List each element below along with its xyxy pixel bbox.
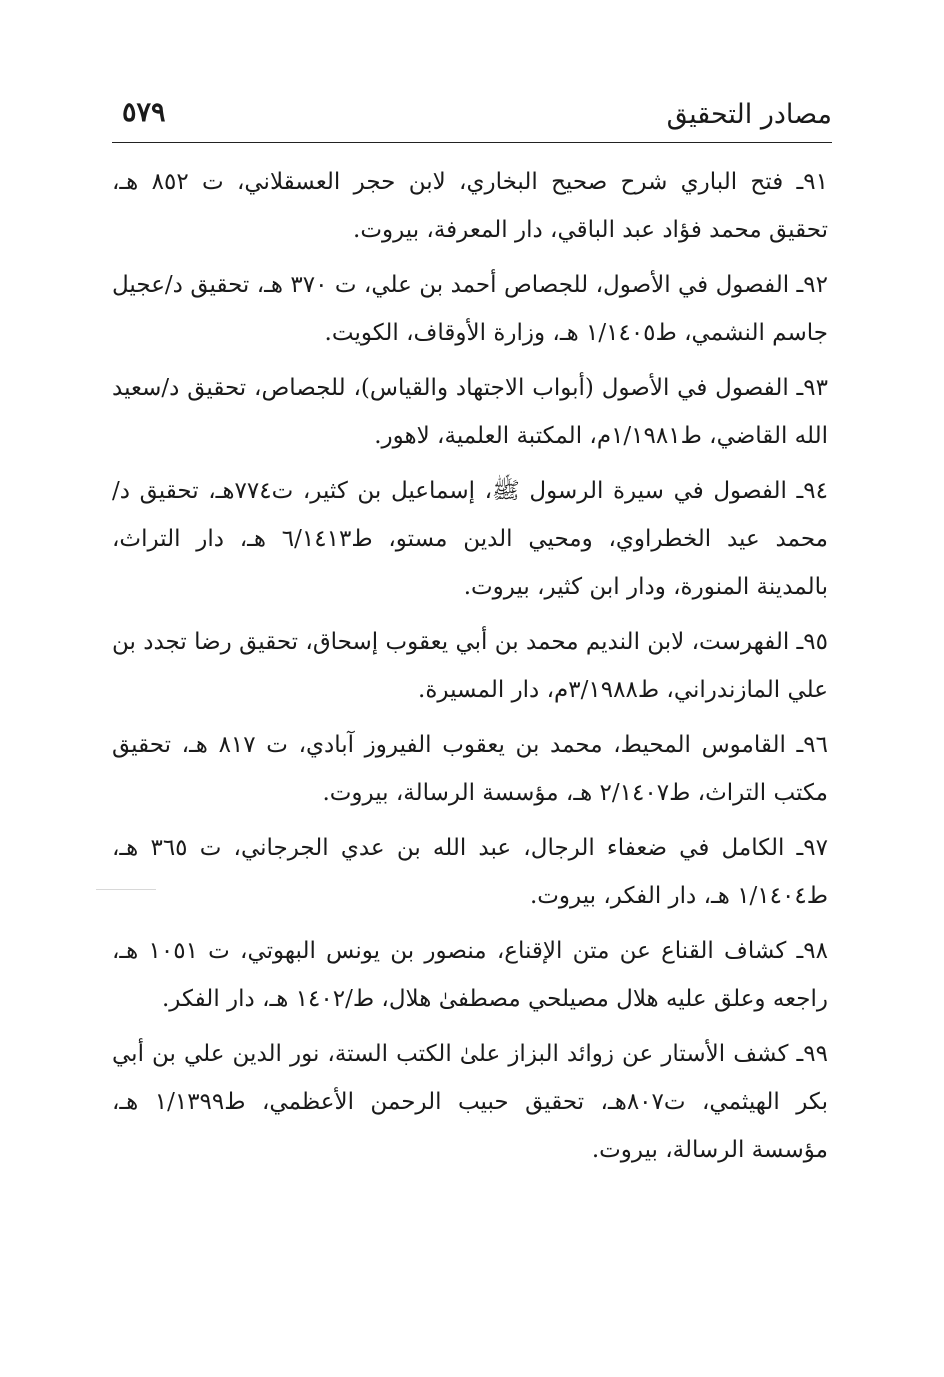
bibliography-list	[112, 158, 828, 1181]
running-header	[112, 92, 832, 136]
header-rule	[112, 142, 832, 143]
section-title: مصادر التحقيق	[666, 99, 832, 130]
bibliography-entry-95: ٩٥ـ الفهرست، لابن النديم محمد بن أبي يعقوب إسحاق، تحقيق رضا تجدد بن علي المازندراني، ط٣/١٩٨٨م، دار المسيرة.	[112, 629, 828, 703]
scan-mark-line	[96, 889, 156, 890]
bibliography-entry-92: ٩٢ـ الفصول في الأصول، للجصاص أحمد بن علي، ت ٣٧٠ هـ، تحقيق د/عجيل جاسم النشمي، ط١/١٤٠٥ هـ، وزارة الأوقاف، الكويت.	[112, 272, 829, 346]
bibliography-entry-97: ٩٧ـ الكامل في ضعفاء الرجال، عبد الله بن عدي الجرجاني، ت ٣٦٥ هـ، ط١/١٤٠٤ هـ، دار الفكر، بيروت.	[112, 835, 828, 909]
bibliography-entry-96: ٩٦ـ القاموس المحيط، محمد بن يعقوب الفيروز آبادي، ت ٨١٧ هـ، تحقيق مكتب التراث، ط٢/١٤٠٧ هـ، مؤسسة الرسالة، بيروت.	[112, 732, 829, 806]
bibliography-entry-91: ٩١ـ فتح الباري شرح صحيح البخاري، لابن حجر العسقلاني، ت ٨٥٢ هـ، تحقيق محمد فؤاد عبد الباقي، دار المعرفة، بيروت.	[112, 169, 828, 243]
bibliography-entry-98: ٩٨ـ كشاف القناع عن متن الإقناع، منصور بن يونس البهوتي، ت ١٠٥١ هـ، راجعه وعلق عليه هلال مصيلحي مصطفىٰ هلال، ط/١٤٠٢ هـ، دار الفكر.	[112, 938, 828, 1012]
bibliography-entry-99: ٩٩ـ كشف الأستار عن زوائد البزاز علىٰ الكتب الستة، نور الدين علي بن أبي بكر الهيثمي، ت٨٠٧هـ، تحقيق حبيب الرحمن الأعظمي، ط١/١٣٩٩ هـ، مؤسسة الرسالة، بيروت.	[112, 1041, 828, 1163]
bibliography-entry-94: ٩٤ـ الفصول في سيرة الرسول ﷺ، إسماعيل بن كثير، ت٧٧٤هـ، تحقيق د/محمد عيد الخطراوي، ومحيي الدين مستو، ط٦/١٤١٣ هـ، دار التراث، بالمدينة المنورة، ودار ابن كثير، بيروت.	[112, 478, 828, 600]
page-number: ٥٧٩	[122, 97, 166, 128]
bibliography-entry-93: ٩٣ـ الفصول في الأصول (أبواب الاجتهاد والقياس)، للجصاص، تحقيق د/سعيد الله القاضي، ط١/١٩٨١م، المكتبة العلمية، لاهور.	[112, 375, 828, 449]
